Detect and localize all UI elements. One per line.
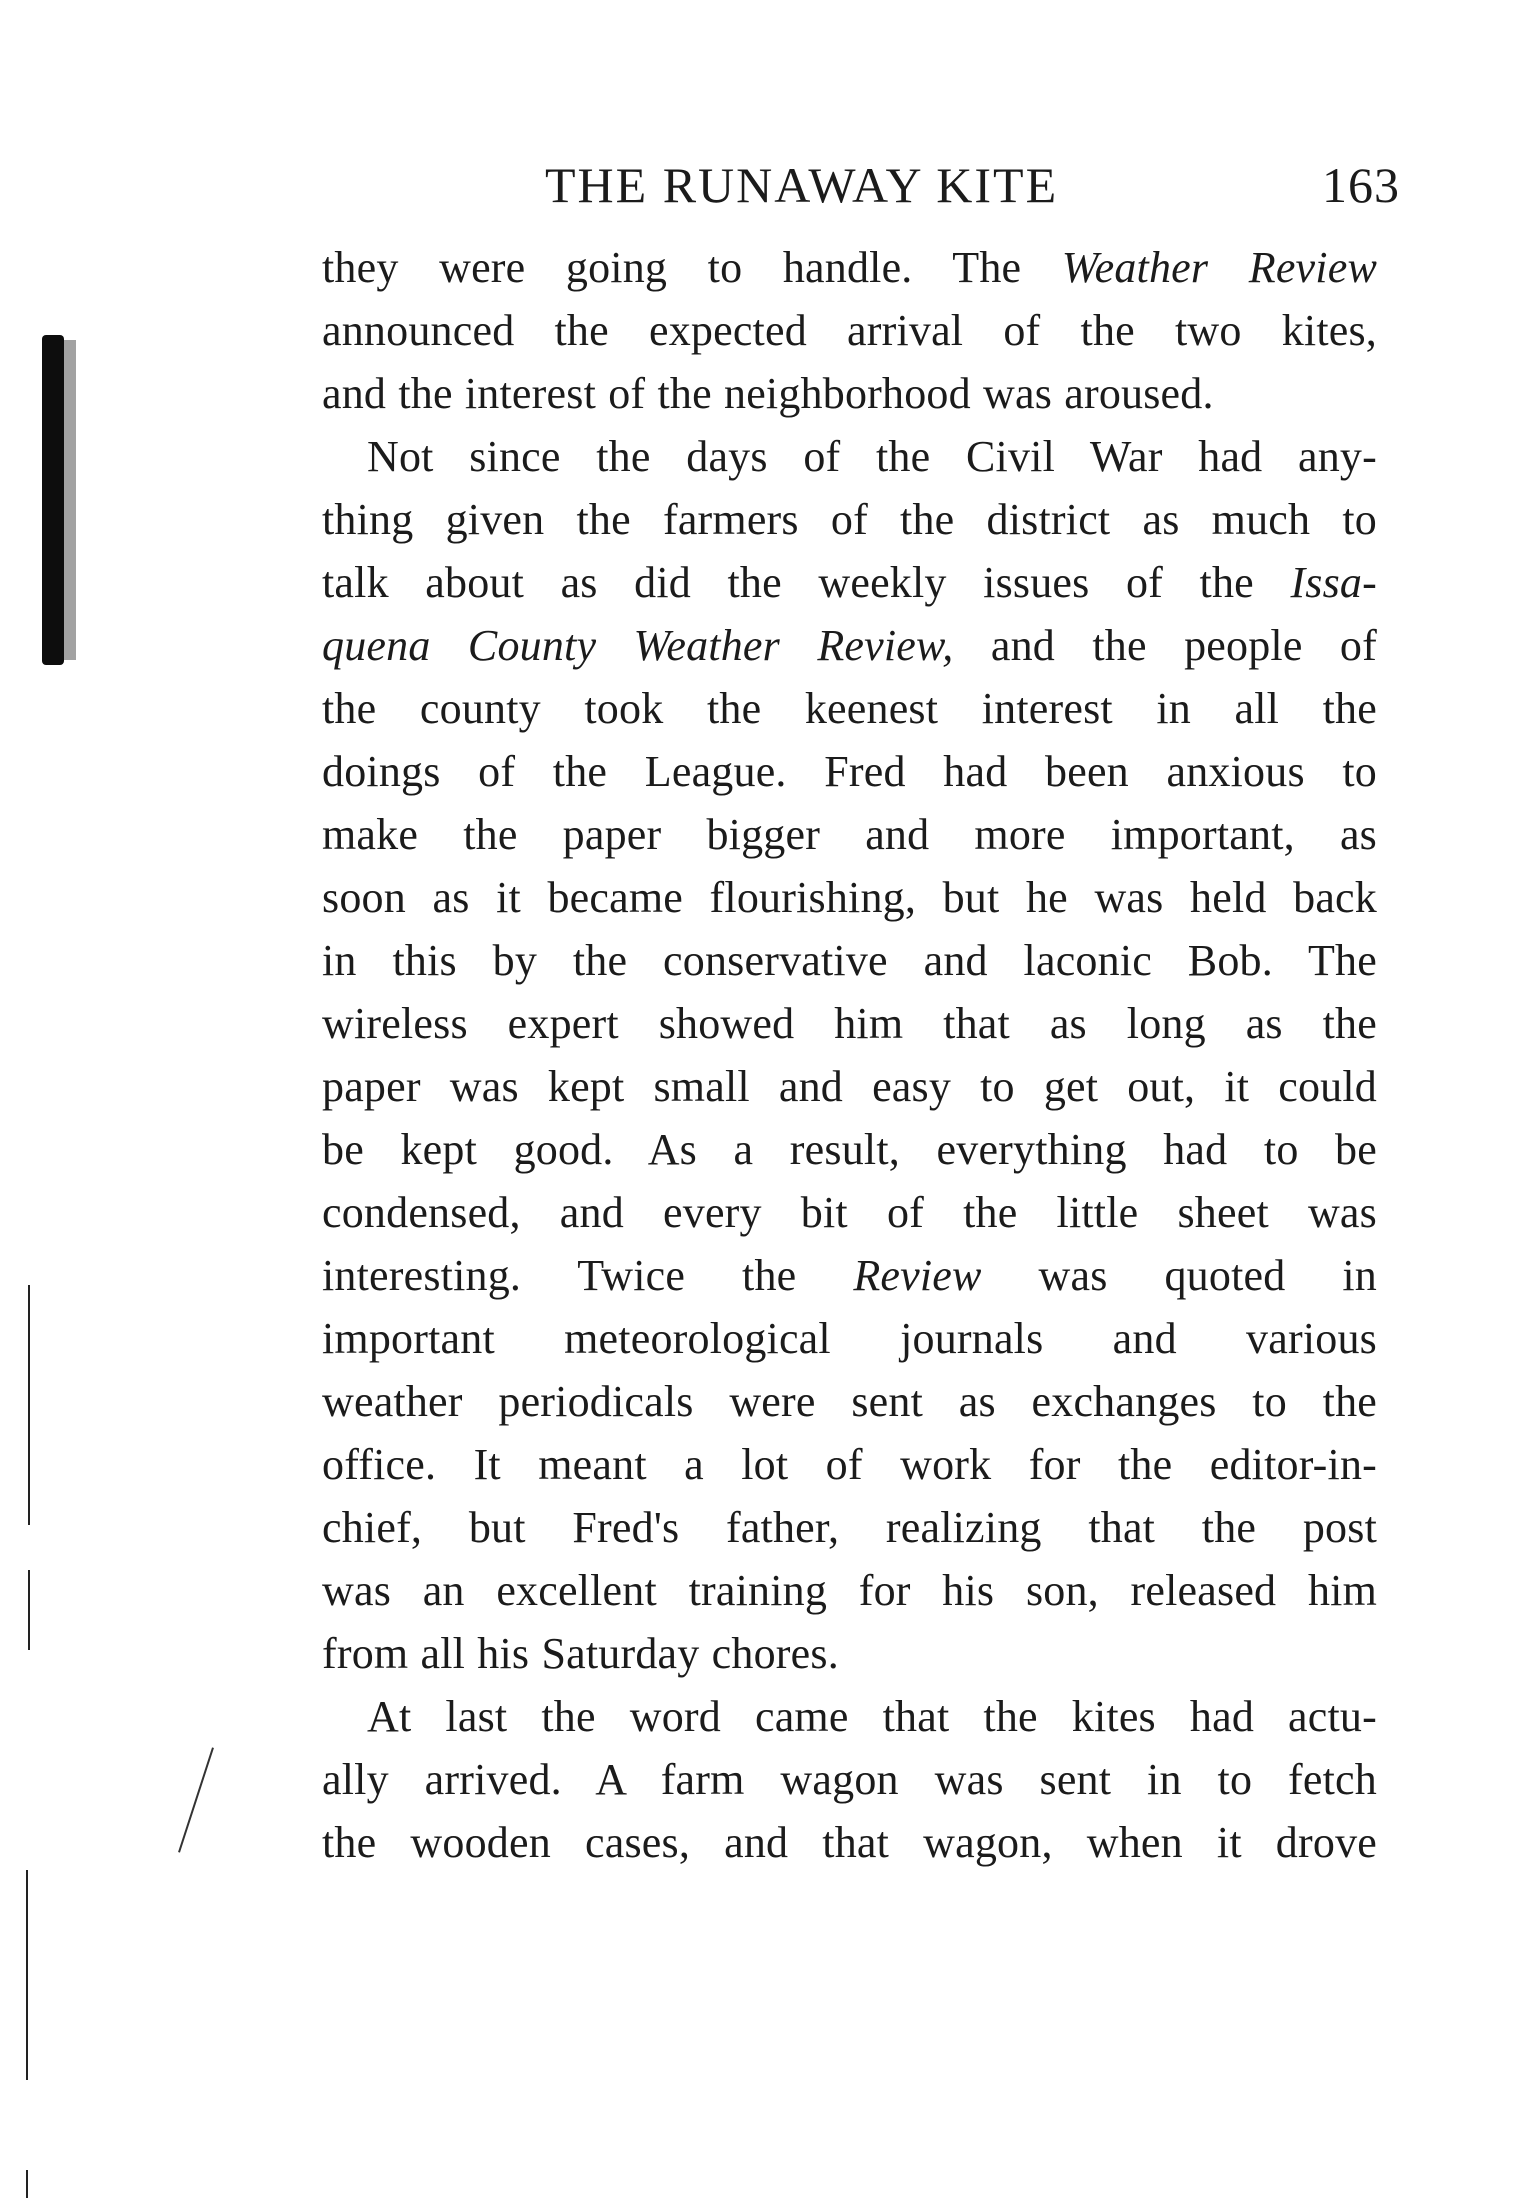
text-span: was quoted in [981, 1251, 1377, 1300]
italic-text: Review [853, 1251, 982, 1300]
text-line [322, 929, 1377, 992]
text-span: thing given the farmers of the district as much to [322, 495, 1377, 544]
text-span: weather periodicals were sent as exchanges to the [322, 1377, 1377, 1426]
text-line [322, 236, 1377, 299]
text-line [322, 1433, 1377, 1496]
text-span: ally arrived. A farm wagon was sent in to fetch [322, 1755, 1377, 1804]
text-span: the county took the keenest interest in all the [322, 684, 1377, 733]
text-line [322, 1370, 1377, 1433]
text-span: doings of the League. Fred had been anxious to [322, 747, 1377, 796]
text-span: important meteorological journals and various [322, 1314, 1377, 1363]
text-span: announced the expected arrival of the two kites, [322, 306, 1377, 355]
text-span: office. It meant a lot of work for the editor-in- [322, 1440, 1377, 1489]
text-line [322, 677, 1377, 740]
scan-mark [28, 1570, 30, 1650]
text-span: talk about as did the weekly issues of the [322, 558, 1291, 607]
text-line [322, 488, 1377, 551]
text-line [322, 1685, 1377, 1748]
text-line [322, 1811, 1377, 1874]
text-line [322, 425, 1377, 488]
text-line [322, 299, 1377, 362]
text-line [322, 740, 1377, 803]
scan-mark [64, 340, 76, 660]
text-line [322, 362, 1377, 425]
text-span: and the interest of the neighborhood was aroused. [322, 369, 1214, 418]
text-line [322, 992, 1377, 1055]
text-span: paper was kept small and easy to get out, it could [322, 1062, 1377, 1111]
text-span: condensed, and every bit of the little sheet was [322, 1188, 1377, 1237]
text-line [322, 803, 1377, 866]
scan-mark [26, 2170, 28, 2198]
text-span: and the people of [953, 621, 1377, 670]
text-span: soon as it became flourishing, but he was held back [322, 873, 1377, 922]
text-span: be kept good. As a result, everything had to be [322, 1125, 1377, 1174]
text-line [322, 551, 1377, 614]
scan-mark [26, 1870, 28, 2080]
body-text [322, 236, 1377, 1874]
text-line [322, 614, 1377, 677]
text-line [322, 1181, 1377, 1244]
text-line [322, 1748, 1377, 1811]
text-line [322, 1559, 1377, 1622]
text-span: At last the word came that the kites had actu- [367, 1692, 1377, 1741]
text-line [322, 1622, 1377, 1685]
text-span: Not since the days of the Civil War had any- [367, 432, 1377, 481]
page-number: 163 [1322, 157, 1400, 213]
text-span: they were going to handle. The [322, 243, 1062, 292]
italic-text: quena County Weather Review, [322, 621, 954, 670]
text-span: from all his Saturday chores. [322, 1629, 839, 1678]
scan-mark [42, 335, 64, 665]
text-line [322, 1307, 1377, 1370]
text-span: make the paper bigger and more important, as [322, 810, 1377, 859]
text-span: wireless expert showed him that as long as the [322, 999, 1377, 1048]
text-line [322, 1496, 1377, 1559]
text-line [322, 1118, 1377, 1181]
italic-text: Weather Review [1061, 243, 1377, 292]
text-span: interesting. Twice the [322, 1251, 854, 1300]
text-line [322, 1244, 1377, 1307]
text-line [322, 866, 1377, 929]
running-title: THE RUNAWAY KITE [545, 157, 1059, 213]
text-line [322, 1055, 1377, 1118]
running-header [460, 150, 1400, 220]
scan-mark [28, 1285, 30, 1525]
text-span: the wooden cases, and that wagon, when it drove [322, 1818, 1377, 1867]
text-span: chief, but Fred's father, realizing that the post [322, 1503, 1377, 1552]
text-span: was an excellent training for his son, released him [322, 1566, 1377, 1615]
italic-text: Issa- [1290, 558, 1377, 607]
text-span: in this by the conservative and laconic Bob. The [322, 936, 1377, 985]
scan-mark [178, 1747, 214, 1852]
